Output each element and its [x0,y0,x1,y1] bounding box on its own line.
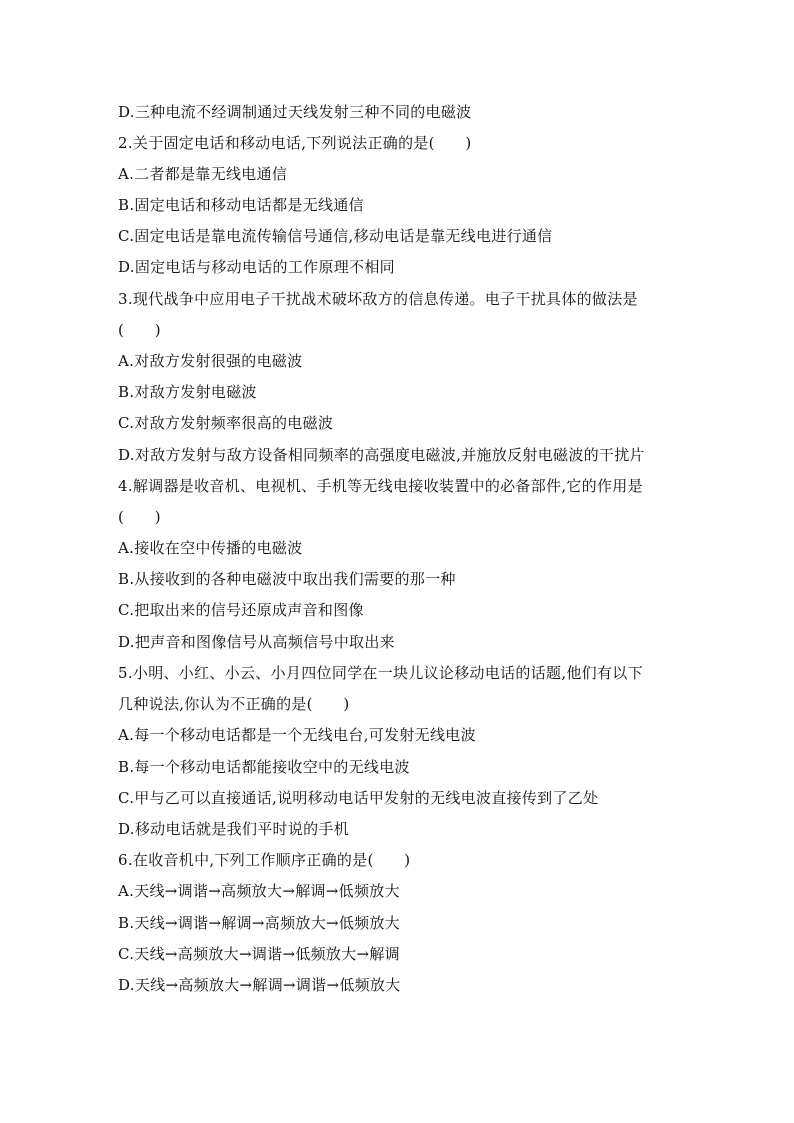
option-1d: D.三种电流不经调制通过天线发射三种不同的电磁波 [118,103,472,121]
question-3-blank: ( ) [118,321,161,339]
option-5c: C.甲与乙可以直接通话,说明移动电话甲发射的无线电波直接传到了乙处 [118,789,599,807]
question-5-cont: 几种说法,你认为不正确的是( ) [118,695,350,713]
question-6: 6.在收音机中,下列工作顺序正确的是( ) [118,851,411,869]
option-2b: B.固定电话和移动电话都是无线通信 [118,196,364,214]
option-3b: B.对敌方发射电磁波 [118,383,257,401]
option-4b: B.从接收到的各种电磁波中取出我们需要的那一种 [118,570,456,588]
question-3: 3.现代战争中应用电子干扰战术破坏敌方的信息传递。电子干扰具体的做法是 [118,290,638,308]
option-2d: D.固定电话与移动电话的工作原理不相同 [118,258,395,276]
option-4c: C.把取出来的信号还原成声音和图像 [118,601,364,619]
option-4d: D.把声音和图像信号从高频信号中取出来 [118,633,395,651]
question-2: 2.关于固定电话和移动电话,下列说法正确的是( ) [118,134,472,152]
option-6b: B.天线→调谐→解调→高频放大→低频放大 [118,914,401,932]
option-5b: B.每一个移动电话都能接收空中的无线电波 [118,758,410,776]
option-6d: D.天线→高频放大→解调→调谐→低频放大 [118,976,401,994]
option-5d: D.移动电话就是我们平时说的手机 [118,820,350,838]
question-5: 5.小明、小红、小云、小月四位同学在一块儿议论移动电话的话题,他们有以下 [118,664,643,682]
option-2c: C.固定电话是靠电流传输信号通信,移动电话是靠无线电进行通信 [118,227,553,245]
option-4a: A.接收在空中传播的电磁波 [118,539,303,557]
option-3c: C.对敌方发射频率很高的电磁波 [118,414,334,432]
option-3d: D.对敌方发射与敌方设备相同频率的高强度电磁波,并施放反射电磁波的干扰片 [118,446,645,464]
option-6c: C.天线→高频放大→调谐→低频放大→解调 [118,945,400,963]
option-6a: A.天线→调谐→高频放大→解调→低频放大 [118,882,400,900]
option-3a: A.对敌方发射很强的电磁波 [118,352,303,370]
option-5a: A.每一个移动电话都是一个无线电台,可发射无线电波 [118,726,476,744]
question-4-blank: ( ) [118,508,161,526]
option-2a: A.二者都是靠无线电通信 [118,165,288,183]
question-4: 4.解调器是收音机、电视机、手机等无线电接收装置中的必备部件,它的作用是 [118,477,643,495]
